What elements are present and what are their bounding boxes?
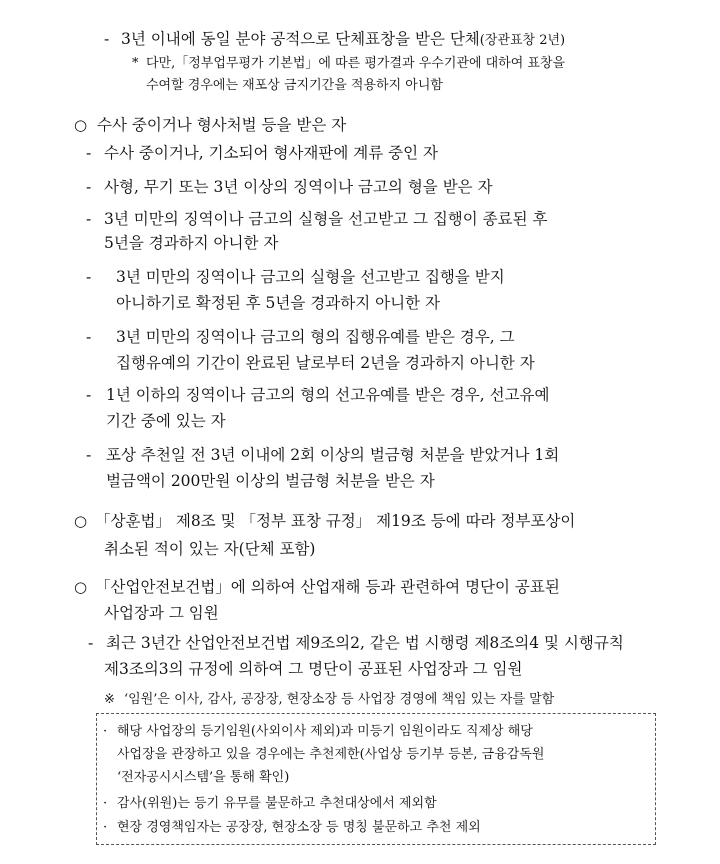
bullet-marker: · [103, 796, 108, 811]
award-item-1-suffix: (장관표창 2년) [479, 33, 566, 48]
safety-note: ‘임원’은 이사, 감사, 공장장, 현장소장 등 사업장 경영에 책임 있는 자를 말함 [124, 692, 555, 707]
dash-marker: - [104, 30, 110, 48]
investigation-item-2: 사형, 무기 또는 3년 이상의 징역이나 금고의 형을 받은 자 [104, 178, 493, 196]
award-item-1-text: 3년 이내에 동일 분야 공적으로 단체표창을 받은 단체 [121, 30, 480, 48]
investigation-item-3-line-2: 5년을 경과하지 아니한 자 [104, 234, 279, 252]
safety-line-1: 「산업안전보건법」에 의하여 산업재해 등과 관련하여 명단이 공표된 [95, 578, 560, 596]
bullet-marker: · [103, 724, 108, 739]
investigation-item-7-line-1: 포상 추천일 전 3년 이내에 2회 이상의 벌금형 처분을 받았거나 1회 [106, 446, 560, 464]
dash-marker: - [86, 178, 92, 196]
box-item-3: 현장 경영책임자는 공장장, 현장소장 등 명칭 불문하고 추천 제외 [117, 820, 481, 835]
dash-marker: - [86, 328, 92, 346]
box-item-1-line-2: 사업장을 관장하고 있을 경우에는 추천제한(사업상 등기부 등본, 금융감독원 [117, 747, 545, 762]
bullet-marker: · [103, 820, 108, 835]
investigation-item-7-line-2: 벌금액이 200만원 이상의 벌금형 처분을 받은 자 [106, 472, 435, 490]
restriction-note-box [96, 713, 656, 845]
investigation-item-5-line-2: 집행유예의 기간이 완료된 날로부터 2년을 경과하지 아니한 자 [116, 354, 535, 372]
investigation-item-4-line-2: 아니하기로 확정된 후 5년을 경과하지 아니한 자 [116, 294, 440, 312]
box-item-1-line-3: ‘전자공시시스템’을 통해 확인) [117, 770, 290, 785]
safety-sub-line-2: 제3조의3의 규정에 의하여 그 명단이 공표된 사업장과 그 임원 [104, 660, 523, 678]
dash-marker: - [86, 268, 92, 286]
investigation-item-4-line-1: 3년 미만의 징역이나 금고의 실형을 선고받고 집행을 받지 [116, 268, 505, 286]
dash-marker: - [86, 144, 92, 162]
investigation-item-6-line-2: 기간 중에 있는 자 [106, 412, 226, 430]
circle-marker: ○ [74, 116, 88, 134]
box-item-1-line-1: 해당 사업장의 등기임원(사외이사 제외)과 미등기 임원이라도 직제상 해당 [117, 724, 533, 739]
award-note-line-1: 다만,「정부업무평가 기본법」에 따른 평가결과 우수기관에 대하여 표창을 [146, 56, 566, 71]
investigation-item-6-line-1: 1년 이하의 징역이나 금고의 형의 선고유예를 받은 경우, 선고유예 [106, 386, 550, 404]
investigation-item-1: 수사 중이거나, 기소되어 형사재판에 계류 중인 자 [104, 144, 438, 162]
dash-marker: - [86, 386, 92, 404]
safety-line-2: 사업장과 그 임원 [104, 604, 219, 622]
award-note-line-2: 수여할 경우에는 재포상 금지기간을 적용하지 아니함 [146, 78, 443, 93]
circle-marker: ○ [74, 578, 88, 596]
investigation-title: 수사 중이거나 형사처벌 등을 받은 자 [97, 116, 347, 134]
note-marker: ※ [104, 692, 115, 707]
award-item-1 [121, 28, 565, 51]
investigation-item-3-line-1: 3년 미만의 징역이나 금고의 실형을 선고받고 그 집행이 종료된 후 [104, 210, 548, 228]
dash-marker: - [86, 446, 92, 464]
circle-marker: ○ [74, 512, 88, 530]
box-item-2: 감사(위원)는 등기 유무를 불문하고 추천대상에서 제외함 [117, 796, 437, 811]
star-marker: * [132, 56, 139, 71]
safety-sub-line-1: 최근 3년간 산업안전보건법 제9조의2, 같은 법 시행령 제8조의4 및 시행규칙 [106, 634, 624, 652]
investigation-item-5-line-1: 3년 미만의 징역이나 금고의 형의 집행유예를 받은 경우, 그 [116, 328, 515, 346]
dash-marker: - [88, 634, 94, 652]
cancel-line-1: 「상훈법」 제8조 및 「정부 표창 규정」 제19조 등에 따라 정부포상이 [95, 512, 576, 530]
dash-marker: - [86, 210, 92, 228]
cancel-line-2: 취소된 적이 있는 자(단체 포함) [104, 540, 316, 558]
